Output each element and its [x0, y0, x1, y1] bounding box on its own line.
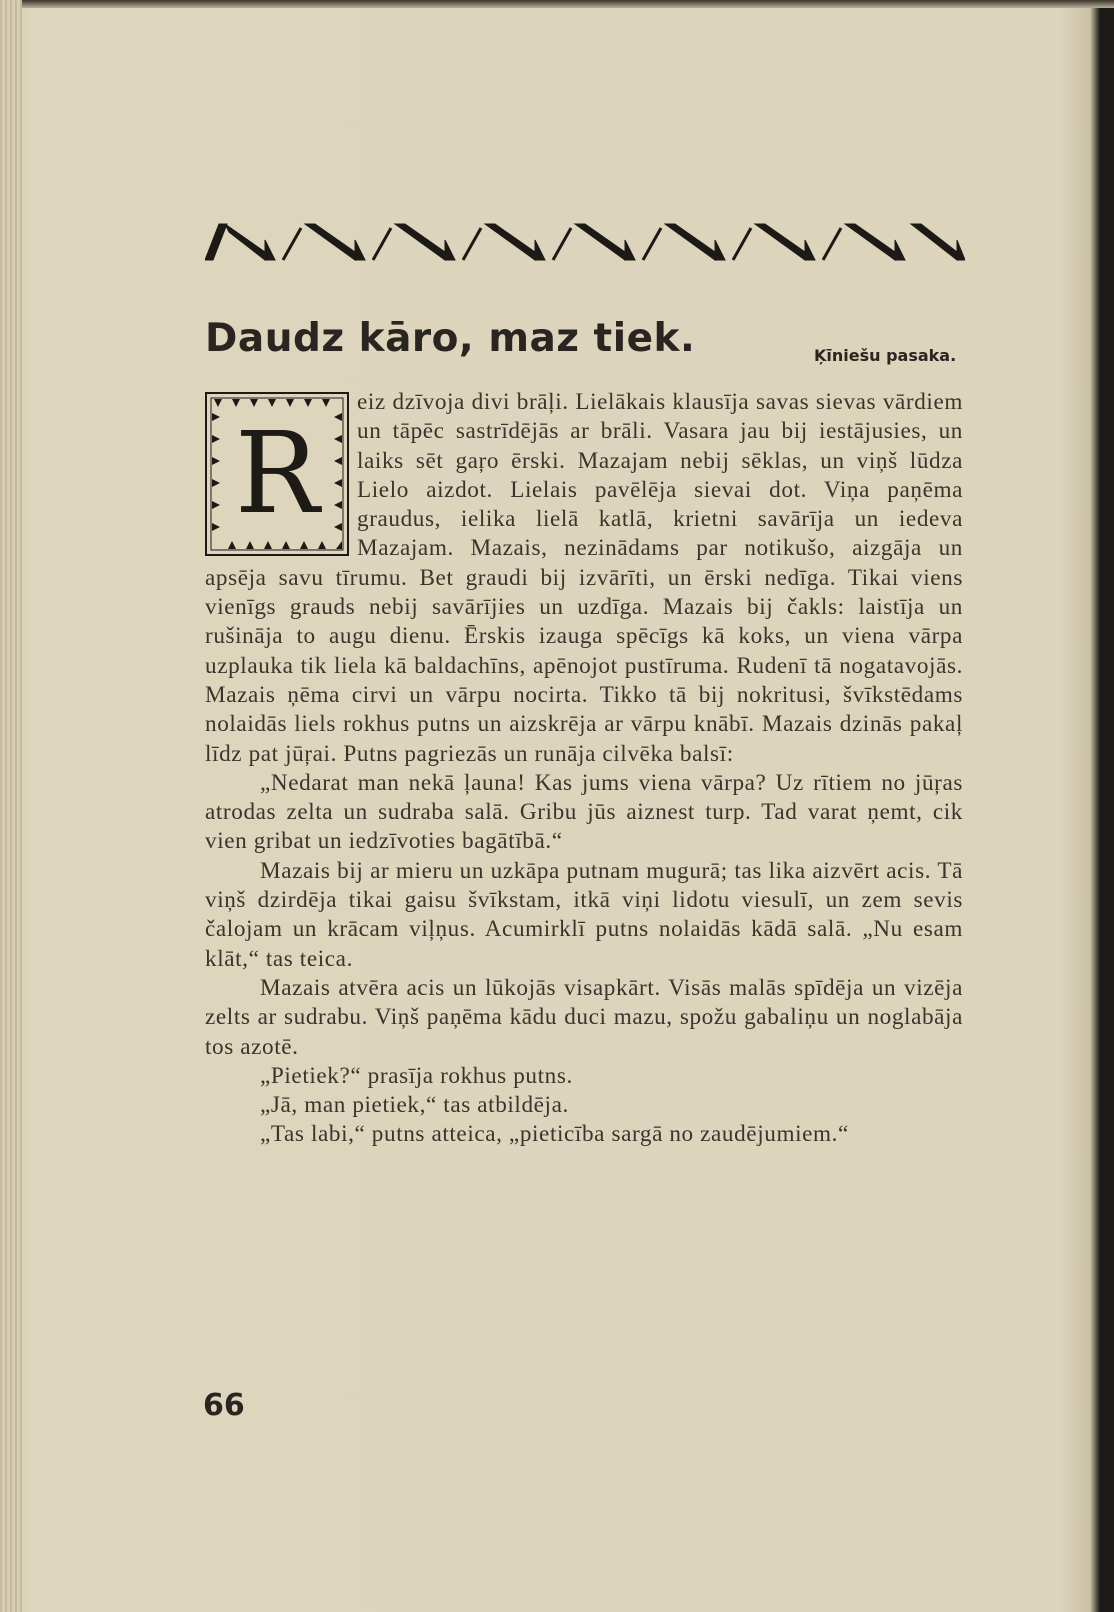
story-body	[205, 388, 963, 1150]
paragraph: „Jā, man pietiek,“ tas atbildēja.	[260, 1092, 569, 1119]
top-edge	[0, 0, 1114, 8]
decorative-border-ornament	[205, 222, 965, 262]
paragraph: Mazais bij ar mieru un uzkāpa putnam mugurā; tas lika aizvērt acis. Tā viņš dzirdēja tikai gaisu švīkstam, itkā viņi lidotu viesulī, un zem sevis čalojam un krācam viļņus. Acumirklī putns nolaidās kādā salā. „Nu esam klāt,“ tas teica.	[205, 857, 963, 972]
paragraph: Mazais atvēra acis un lūkojās visapkārt. Visās malās spīdēja un vizēja zelts ar sudrabu. Viņš paņēma kādu duci mazu, spožu gabaliņu un noglabāja tos azotē.	[205, 974, 963, 1060]
page-number: 66	[203, 1388, 245, 1423]
drop-cap-letter: R	[234, 409, 320, 539]
paragraph: „Pietiek?“ prasīja rokhus putns.	[260, 1062, 573, 1089]
paragraph: „Tas labi,“ putns atteica, „pieticība sargā no zaudējumiem.“	[260, 1121, 849, 1148]
paragraph: eiz dzīvoja divi brāļi. Lielākais klausīja savas sievas vārdiem un tāpēc sastrīdējās ar brāli. Vasara jau bij iestājusies, un laiks sēt gaŗo ērski. Mazajam nebij sēklas, un viņš lūdza Lielo aizdot. Lielais pavēlēja sievai dot. Viņa paņēma graudus, ielika lielā katlā, krietni savārīja un iedeva Mazajam. Mazais, nezinādams par notikušo, aizgāja un apsēja savu tīrumu. Bet graudi bij izvārīti, un ērski nedīga. Tikai viens vienīgs grauds nebij savārījies un uzdīga. Mazais bij čakls: laistīja un rušināja to augu dienu. Ērskis izauga spēcīgs kā koks, un viena vārpa uzplauka tik liela kā baldachīns, apēnojot pustīruma. Rudenī tā nogatavojās. Mazais ņēma cirvi un vārpu nocirta. Tikko tā bij nokritusi, švīkstēdams nolaidās liels rokhus putns un aizskrēja ar vārpu knābī. Mazais dzinās pakaļ līdz pat jūŗai. Putns pagriezās un runāja cilvēka balsī:	[205, 389, 963, 767]
paragraph: „Nedarat man nekā ļauna! Kas jums viena vārpa? Uz rītiem no jūŗas atrodas zelta un sudraba salā. Gribu jūs aiznest turp. Tad varat ņemt, cik vien gribat un iedzīvoties bagātībā.“	[205, 769, 963, 855]
page-gutter	[0, 0, 22, 1612]
story-title: Daudz kāro, maz tiek.	[205, 316, 696, 361]
drop-cap-spacer	[205, 388, 357, 558]
story-subtitle: Ķīniešu pasaka.	[814, 346, 957, 365]
